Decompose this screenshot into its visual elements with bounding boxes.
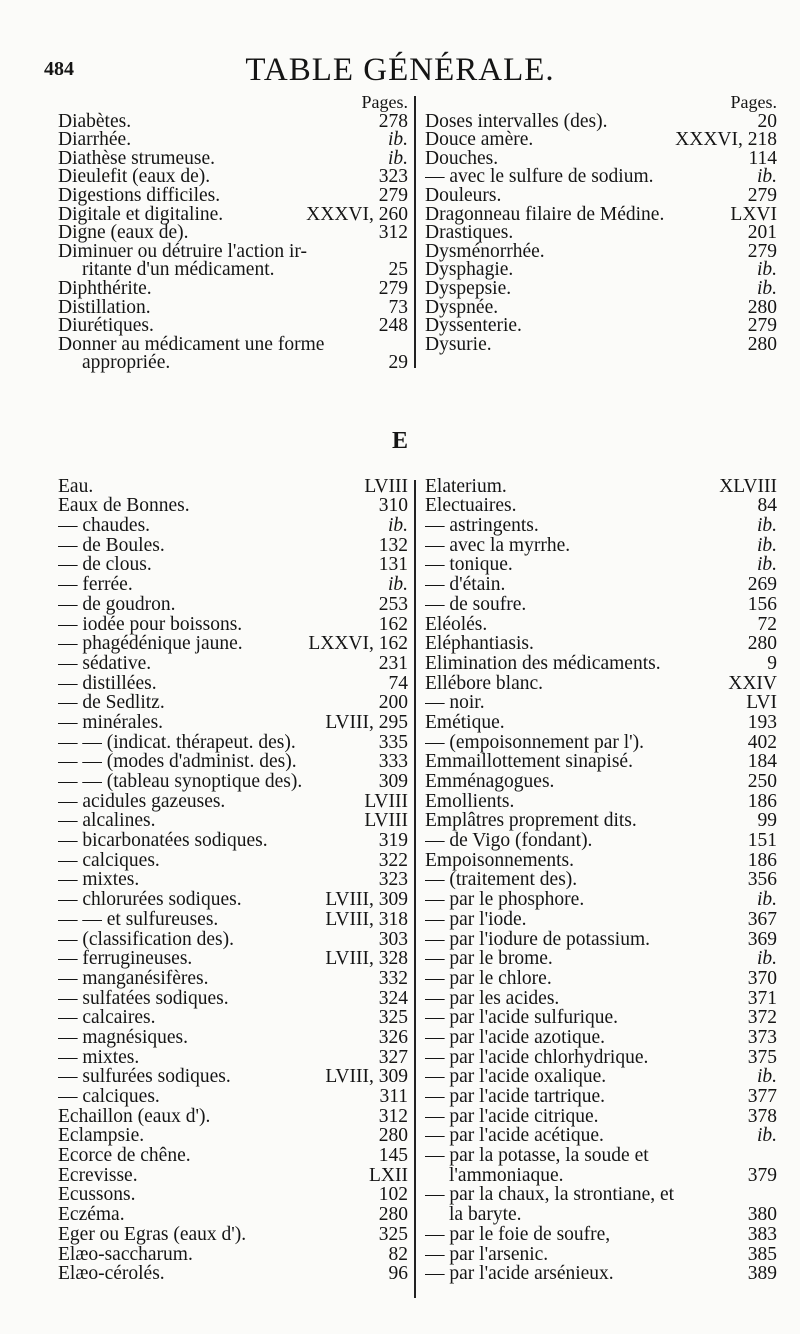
entry-page-ref: LVIII	[364, 810, 408, 832]
entry-label: Ecorce de chêne.	[58, 1145, 191, 1167]
entry-label: — par l'acide acétique.	[425, 1125, 604, 1147]
entry-page-ref: 280	[747, 333, 777, 355]
entry-label: — minérales.	[58, 711, 164, 733]
entry-label: Emménagogues.	[425, 771, 555, 792]
entry-label: Eaux de Bonnes.	[58, 495, 190, 517]
entry-label: — iodée pour boissons.	[58, 613, 243, 635]
entry-label: — alcalines.	[58, 810, 156, 832]
entry-page-ref: 324	[378, 987, 408, 1009]
entry-page-ref: ib.	[756, 948, 777, 970]
entry-label: Distillation.	[58, 296, 151, 318]
entry-page-ref: 278	[378, 110, 408, 132]
entry-label: Echaillon (eaux d').	[58, 1105, 211, 1127]
entry-page-ref: LXVI	[730, 203, 777, 225]
entry-label: — chaudes.	[58, 515, 151, 537]
entry-page-ref: 132	[378, 534, 408, 556]
entry-page-ref: 323	[378, 869, 408, 891]
entry-page-ref: 380	[747, 1204, 777, 1226]
entry-label: Douleurs.	[425, 184, 502, 206]
entry-page-ref: XXIV	[728, 672, 777, 694]
entry-label: Eléolés.	[425, 613, 488, 635]
entry-page-ref: 269	[747, 574, 777, 596]
entry-page-ref: 323	[378, 166, 408, 188]
entry-page-ref: 186	[747, 790, 777, 812]
entry-label: Douce amère.	[425, 129, 534, 151]
entry-label: — par l'iode.	[425, 908, 527, 930]
entry-label: Elæo-saccharum.	[58, 1243, 193, 1265]
entry-page-ref: 279	[747, 315, 777, 337]
e-right-entries	[425, 475, 777, 1285]
entry-page-ref: 335	[378, 731, 408, 753]
entry-label: — de goudron.	[58, 593, 176, 615]
entry-label: Diabètes.	[58, 110, 132, 132]
page-number: 484	[44, 58, 74, 80]
entry-label: — par l'arsenic.	[425, 1243, 549, 1265]
entry-label: — par l'acide azotique.	[425, 1026, 606, 1048]
section-letter: E	[391, 428, 408, 454]
entry-page-ref: 327	[378, 1046, 408, 1068]
entry-label: — ferrée.	[58, 574, 133, 596]
entry-page-ref: ib.	[387, 574, 408, 596]
d-section	[0, 92, 800, 382]
entry-label: — — (tableau synoptique des).	[58, 771, 303, 792]
entry-label: — de soufre.	[425, 593, 527, 615]
entry-label: Empoisonnements.	[425, 849, 574, 871]
entry-page-ref: XLVIII	[719, 475, 777, 497]
entry-label: — magnésiques.	[58, 1026, 188, 1048]
entry-page-ref: LVIII, 309	[325, 889, 408, 911]
entry-label: la baryte.	[449, 1204, 522, 1226]
entry-page-ref: LXII	[369, 1164, 408, 1186]
d-left-column	[58, 92, 408, 374]
entry-page-ref: 156	[747, 593, 777, 615]
entry-page-ref: 325	[378, 1007, 408, 1029]
entry-page-ref: 312	[378, 222, 408, 244]
entry-label: — (empoisonnement par l').	[425, 731, 645, 753]
entry-page-ref: 279	[747, 184, 777, 206]
entry-label: — chlorurées sodiques.	[58, 889, 242, 911]
entry-page-ref: 319	[378, 830, 408, 852]
entry-page-ref: 186	[747, 849, 777, 871]
entry-label: — de Sedlitz.	[58, 692, 165, 714]
entry-page-ref: 253	[378, 593, 408, 615]
entry-page-ref: 279	[378, 184, 408, 206]
entry-page-ref: 389	[747, 1263, 777, 1285]
entry-label: — astringents.	[425, 515, 539, 537]
entry-page-ref: ib.	[756, 889, 777, 911]
d-right-column	[425, 92, 777, 356]
entry-label: Ecrevisse.	[58, 1164, 138, 1186]
entry-label: — mixtes.	[58, 869, 140, 891]
index-entry	[425, 1263, 777, 1286]
entry-page-ref: 372	[747, 1007, 777, 1029]
entry-page-ref: 377	[747, 1086, 777, 1107]
entry-page-ref: ib.	[756, 515, 777, 537]
entry-label: Electuaires.	[425, 495, 517, 517]
entry-label: — avec la myrrhe.	[425, 534, 571, 556]
entry-page-ref: ib.	[387, 515, 408, 537]
entry-page-ref: 162	[378, 613, 408, 635]
entry-page-ref: 371	[747, 987, 777, 1009]
entry-label: Emétique.	[425, 711, 505, 733]
entry-page-ref: 367	[747, 908, 777, 930]
entry-label: — (classification des).	[58, 928, 234, 950]
entry-label: — sulfurées sodiques.	[58, 1066, 231, 1088]
entry-label: Eczéma.	[58, 1204, 125, 1226]
entry-label: — noir.	[425, 692, 485, 714]
entry-label: Diphthérite.	[58, 277, 152, 299]
entry-page-ref: XXXVI, 218	[675, 129, 777, 151]
entry-page-ref: 383	[747, 1223, 777, 1245]
column-divider	[414, 480, 416, 1298]
entry-label: — par le phosphore.	[425, 889, 585, 911]
entry-page-ref: 280	[378, 1125, 408, 1147]
entry-page-ref: ib.	[387, 147, 408, 169]
entry-label: — par les acides.	[425, 987, 560, 1009]
entry-page-ref: ib.	[756, 534, 777, 556]
entry-label: — — (modes d'administ. des).	[58, 751, 297, 773]
entry-label: Dyspnée.	[425, 296, 499, 318]
index-entry	[58, 1263, 408, 1286]
entry-label: Eléphantiasis.	[425, 633, 534, 655]
entry-page-ref: 151	[747, 830, 777, 852]
entry-page-ref: 356	[747, 869, 777, 891]
entry-label: Dysphagie.	[425, 259, 514, 281]
entry-label: — tonique.	[425, 554, 513, 576]
entry-label: ritante d'un médicament.	[82, 259, 275, 281]
entry-page-ref: XXXVI, 260	[306, 203, 408, 225]
entry-label: Dieulefit (eaux de).	[58, 166, 211, 188]
entry-page-ref: ib.	[756, 259, 777, 281]
d-right-entries	[425, 110, 777, 356]
entry-page-ref: 312	[378, 1105, 408, 1127]
entry-label: Elimination des médicaments.	[425, 652, 661, 674]
entry-page-ref: ib.	[756, 554, 777, 576]
e-right-column	[425, 475, 777, 1285]
entry-label: Drastiques.	[425, 222, 514, 244]
entry-label: Digne (eaux de).	[58, 222, 189, 244]
entry-page-ref: 369	[747, 928, 777, 950]
entry-label: — — (indicat. thérapeut. des).	[58, 731, 296, 753]
entry-label: Diarrhée.	[58, 129, 132, 151]
entry-page-ref: ib.	[756, 1125, 777, 1147]
entry-page-ref: 73	[388, 296, 408, 318]
entry-label: — mixtes.	[58, 1046, 140, 1068]
entry-page-ref: 74	[388, 672, 408, 694]
entry-label: — par l'acide arsénieux.	[425, 1263, 614, 1285]
entry-label: — par l'acide chlorhydrique.	[425, 1046, 649, 1068]
entry-page-ref: ib.	[756, 277, 777, 299]
entry-page-ref: 373	[747, 1026, 777, 1048]
entry-page-ref: 200	[378, 692, 408, 714]
entry-label: Eau.	[58, 475, 94, 497]
entry-page-ref: 145	[378, 1145, 408, 1167]
entry-page-ref: 84	[757, 495, 777, 517]
entry-page-ref: LVIII, 328	[325, 948, 408, 970]
entry-label: Doses intervalles (des).	[425, 110, 608, 132]
entry-page-ref: LXXVI, 162	[308, 633, 408, 655]
entry-page-ref: 279	[747, 240, 777, 262]
entry-label: — par l'acide citrique.	[425, 1105, 599, 1127]
entry-label: Emmaillottement sinapisé.	[425, 751, 633, 773]
entry-label: — de Vigo (fondant).	[425, 830, 593, 852]
entry-label: — par la potasse, la soude et	[425, 1145, 649, 1167]
index-entry	[425, 333, 777, 356]
column-divider	[414, 96, 416, 368]
e-section	[0, 475, 800, 1308]
entry-label: Digestions difficiles.	[58, 184, 221, 206]
entry-page-ref: 303	[378, 928, 408, 950]
entry-label: — sédative.	[58, 652, 152, 674]
entry-label: Ecussons.	[58, 1184, 136, 1206]
entry-page-ref: 333	[378, 751, 408, 773]
entry-label: — par l'acide sulfurique.	[425, 1007, 619, 1029]
index-entry	[58, 352, 408, 375]
entry-label: — par l'acide oxalique.	[425, 1066, 607, 1088]
entry-page-ref: 402	[747, 731, 777, 753]
entry-page-ref: 280	[747, 296, 777, 318]
entry-label: Eclampsie.	[58, 1125, 145, 1147]
entry-label: Diurétiques.	[58, 315, 154, 337]
entry-label: Emollients.	[425, 790, 515, 812]
entry-label: — avec le sulfure de sodium.	[425, 166, 654, 188]
entry-page-ref: 248	[378, 315, 408, 337]
entry-page-ref: 332	[378, 967, 408, 989]
entry-label: — phagédénique jaune.	[58, 633, 243, 655]
entry-label: Eger ou Egras (eaux d').	[58, 1223, 247, 1245]
entry-label: — manganésifères.	[58, 967, 209, 989]
entry-page-ref: LVIII, 295	[325, 711, 408, 733]
entry-label: Digitale et digitaline.	[58, 203, 224, 225]
entry-label: Emplâtres proprement dits.	[425, 810, 637, 832]
entry-label: Elæo-cérolés.	[58, 1263, 165, 1285]
entry-page-ref: 29	[388, 352, 408, 374]
entry-label: — bicarbonatées sodiques.	[58, 830, 268, 852]
entry-page-ref: ib.	[387, 129, 408, 151]
entry-page-ref: 322	[378, 849, 408, 871]
entry-label: — par le brome.	[425, 948, 553, 970]
entry-page-ref: 193	[747, 711, 777, 733]
entry-page-ref: 375	[747, 1046, 777, 1068]
entry-label: — calciques.	[58, 849, 160, 871]
entry-label: appropriée.	[82, 352, 171, 374]
entry-label: Diminuer ou détruire l'action ir-	[58, 240, 307, 262]
entry-page-ref: 114	[748, 147, 777, 169]
entry-page-ref: 131	[378, 554, 408, 576]
entry-page-ref: 231	[378, 652, 408, 674]
entry-page-ref: 378	[747, 1105, 777, 1127]
entry-label: Dyspepsie.	[425, 277, 512, 299]
entry-label: — par la chaux, la strontiane, et	[425, 1184, 675, 1206]
entry-label: — acidules gazeuses.	[58, 790, 226, 812]
entry-page-ref: 279	[378, 277, 408, 299]
entry-label: Donner au médicament une forme	[58, 333, 325, 355]
entry-label: Dragonneau filaire de Médine.	[425, 203, 665, 225]
entry-label: Dysurie.	[425, 333, 492, 355]
entry-page-ref: 201	[747, 222, 777, 244]
entry-label: — — et sulfureuses.	[58, 908, 219, 930]
entry-page-ref: 325	[378, 1223, 408, 1245]
entry-page-ref: 379	[747, 1164, 777, 1186]
entry-page-ref: 309	[378, 771, 408, 792]
entry-label: — ferrugineuses.	[58, 948, 193, 970]
entry-label: — de clous.	[58, 554, 152, 576]
entry-page-ref: ib.	[756, 1066, 777, 1088]
entry-page-ref: 311	[379, 1086, 408, 1107]
entry-page-ref: LVIII, 318	[325, 908, 408, 930]
entry-label: — d'étain.	[425, 574, 506, 596]
entry-page-ref: ib.	[756, 166, 777, 188]
entry-page-ref: LVIII	[364, 475, 408, 497]
entry-label: — calcaires.	[58, 1007, 156, 1029]
entry-page-ref: 96	[388, 1263, 408, 1285]
entry-label: Ellébore blanc.	[425, 672, 544, 694]
entry-label: Dysménorrhée.	[425, 240, 545, 262]
pages-column-header: Pages.	[730, 92, 777, 112]
entry-page-ref: 310	[378, 495, 408, 517]
entry-page-ref: 72	[757, 613, 777, 635]
entry-page-ref: LVI	[746, 692, 777, 714]
entry-label: — distillées.	[58, 672, 157, 694]
entry-label: — calciques.	[58, 1086, 160, 1107]
entry-page-ref: 250	[747, 771, 777, 792]
entry-page-ref: 20	[757, 110, 777, 132]
entry-page-ref: LVIII	[364, 790, 408, 812]
entry-label: Diathèse strumeuse.	[58, 147, 216, 169]
entry-page-ref: 326	[378, 1026, 408, 1048]
entry-label: Elaterium.	[425, 475, 507, 497]
entry-label: Douches.	[425, 147, 499, 169]
entry-label: — de Boules.	[58, 534, 165, 556]
entry-page-ref: 25	[388, 259, 408, 281]
entry-page-ref: 280	[378, 1204, 408, 1226]
entry-page-ref: 82	[388, 1243, 408, 1265]
entry-page-ref: 184	[747, 751, 777, 773]
entry-label: — sulfatées sodiques.	[58, 987, 229, 1009]
entry-label: — par le foie de soufre,	[425, 1223, 611, 1245]
entry-page-ref: LVIII, 309	[325, 1066, 408, 1088]
entry-page-ref: 9	[767, 652, 777, 674]
entry-page-ref: 385	[747, 1243, 777, 1265]
entry-label: — par l'acide tartrique.	[425, 1086, 606, 1107]
e-left-entries	[58, 475, 408, 1285]
entry-page-ref: 99	[757, 810, 777, 832]
d-left-entries	[58, 110, 408, 374]
entry-page-ref: 102	[378, 1184, 408, 1206]
entry-label: — (traitement des).	[425, 869, 578, 891]
entry-label: Dyssenterie.	[425, 315, 522, 337]
entry-label: — par le chlore.	[425, 967, 552, 989]
e-left-column	[58, 475, 408, 1285]
entry-page-ref: 280	[747, 633, 777, 655]
pages-column-header: Pages.	[361, 92, 408, 112]
entry-page-ref: 370	[747, 967, 777, 989]
entry-label: l'ammoniaque.	[449, 1164, 564, 1186]
entry-label: — par l'iodure de potassium.	[425, 928, 651, 950]
page-title: TABLE GÉNÉRALE.	[245, 52, 555, 88]
